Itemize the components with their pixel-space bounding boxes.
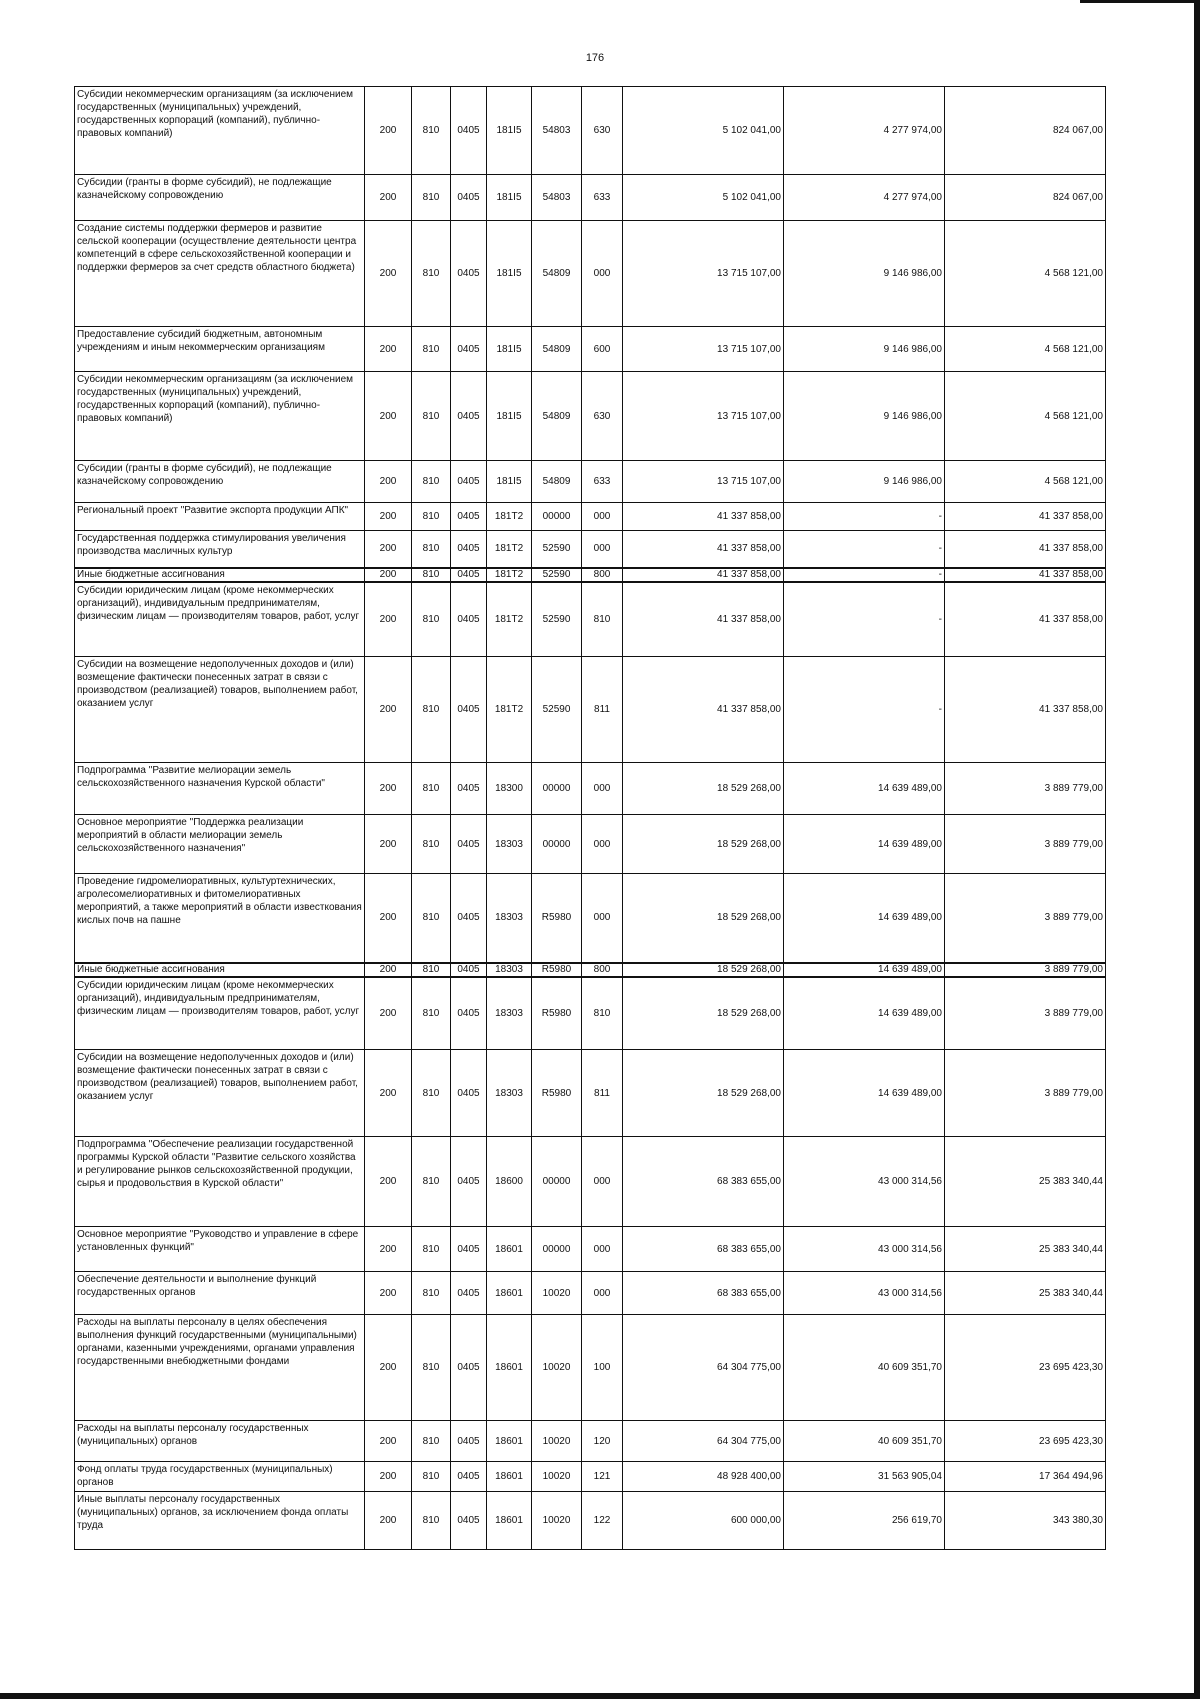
row-name: Обеспечение деятельности и выполнение функций государственных органов [75, 1272, 365, 1315]
table-row [75, 763, 1106, 815]
cell-expense-type: 000 [582, 221, 623, 327]
cell-direction: 52590 [532, 568, 582, 582]
cell-ministry: 810 [412, 175, 451, 221]
cell-amount-planned: 5 102 041,00 [623, 175, 784, 221]
cell-amount-planned: 68 383 655,00 [623, 1272, 784, 1315]
row-name: Предоставление субсидий бюджетным, автономным учреждениям и иным некоммерческим организациям [75, 327, 365, 372]
cell-amount-executed: 43 000 314,56 [784, 1227, 945, 1272]
cell-program: 181I5 [487, 461, 532, 503]
scan-edge-right [1194, 0, 1200, 1699]
table-row [75, 327, 1106, 372]
cell-amount-remaining: 41 337 858,00 [945, 582, 1106, 657]
row-name: Иные бюджетные ассигнования [75, 568, 365, 582]
row-name: Субсидии (гранты в форме субсидий), не подлежащие казначейскому сопровождению [75, 175, 365, 221]
cell-expense-type: 100 [582, 1315, 623, 1421]
cell-amount-executed: - [784, 568, 945, 582]
cell-code: 200 [365, 874, 412, 963]
cell-amount-remaining: 4 568 121,00 [945, 461, 1106, 503]
row-name: Иные бюджетные ассигнования [75, 963, 365, 977]
cell-amount-planned: 18 529 268,00 [623, 874, 784, 963]
cell-amount-remaining: 23 695 423,30 [945, 1315, 1106, 1421]
row-name: Основное мероприятие "Поддержка реализации мероприятий в области мелиорации земель сельскохозяйственного назначения" [75, 815, 365, 874]
cell-program: 181I5 [487, 221, 532, 327]
cell-section: 0405 [451, 1227, 487, 1272]
table-row [75, 175, 1106, 221]
cell-direction: 00000 [532, 763, 582, 815]
cell-amount-executed: 4 277 974,00 [784, 87, 945, 175]
cell-program: 18601 [487, 1315, 532, 1421]
cell-section: 0405 [451, 372, 487, 461]
cell-amount-planned: 18 529 268,00 [623, 815, 784, 874]
cell-code: 200 [365, 1315, 412, 1421]
cell-section: 0405 [451, 175, 487, 221]
table-row [75, 874, 1106, 963]
cell-section: 0405 [451, 1050, 487, 1137]
cell-direction: 00000 [532, 815, 582, 874]
cell-amount-planned: 41 337 858,00 [623, 657, 784, 763]
cell-code: 200 [365, 327, 412, 372]
cell-section: 0405 [451, 1492, 487, 1550]
cell-code: 200 [365, 1421, 412, 1462]
cell-amount-executed: 14 639 489,00 [784, 977, 945, 1050]
cell-amount-executed: 31 563 905,04 [784, 1462, 945, 1492]
cell-expense-type: 800 [582, 568, 623, 582]
cell-direction: 54803 [532, 175, 582, 221]
cell-amount-remaining: 4 568 121,00 [945, 372, 1106, 461]
cell-ministry: 810 [412, 1137, 451, 1227]
cell-expense-type: 811 [582, 657, 623, 763]
cell-section: 0405 [451, 963, 487, 977]
cell-amount-executed: 14 639 489,00 [784, 763, 945, 815]
cell-amount-planned: 600 000,00 [623, 1492, 784, 1550]
budget-table-body [75, 87, 1106, 1550]
cell-direction: 10020 [532, 1492, 582, 1550]
table-row [75, 221, 1106, 327]
cell-program: 181I5 [487, 87, 532, 175]
cell-code: 200 [365, 815, 412, 874]
table-row [75, 1050, 1106, 1137]
table-row [75, 461, 1106, 503]
cell-direction: 54809 [532, 327, 582, 372]
cell-section: 0405 [451, 1315, 487, 1421]
cell-section: 0405 [451, 763, 487, 815]
cell-ministry: 810 [412, 763, 451, 815]
row-name: Субсидии (гранты в форме субсидий), не подлежащие казначейскому сопровождению [75, 461, 365, 503]
cell-program: 18300 [487, 763, 532, 815]
cell-ministry: 810 [412, 531, 451, 568]
cell-amount-remaining: 3 889 779,00 [945, 963, 1106, 977]
cell-amount-remaining: 17 364 494,96 [945, 1462, 1106, 1492]
cell-section: 0405 [451, 1462, 487, 1492]
cell-direction: 52590 [532, 582, 582, 657]
cell-program: 18303 [487, 874, 532, 963]
cell-code: 200 [365, 87, 412, 175]
table-row [75, 531, 1106, 568]
cell-amount-executed: 40 609 351,70 [784, 1315, 945, 1421]
cell-expense-type: 000 [582, 763, 623, 815]
cell-amount-executed: 256 619,70 [784, 1492, 945, 1550]
cell-ministry: 810 [412, 582, 451, 657]
cell-expense-type: 630 [582, 87, 623, 175]
table-row [75, 87, 1106, 175]
row-name: Основное мероприятие "Руководство и управление в сфере установленных функций" [75, 1227, 365, 1272]
cell-expense-type: 630 [582, 372, 623, 461]
cell-amount-planned: 13 715 107,00 [623, 221, 784, 327]
cell-ministry: 810 [412, 1227, 451, 1272]
cell-direction: 10020 [532, 1272, 582, 1315]
cell-ministry: 810 [412, 657, 451, 763]
cell-direction: 54809 [532, 461, 582, 503]
cell-amount-remaining: 41 337 858,00 [945, 657, 1106, 763]
cell-expense-type: 000 [582, 1227, 623, 1272]
cell-expense-type: 811 [582, 1050, 623, 1137]
cell-program: 181I5 [487, 372, 532, 461]
cell-amount-executed: 9 146 986,00 [784, 221, 945, 327]
cell-direction: R5980 [532, 874, 582, 963]
cell-amount-executed: 4 277 974,00 [784, 175, 945, 221]
row-name: Субсидии некоммерческим организациям (за исключением государственных (муниципальных) учреждений, государственных корпораций (компаний), публично-правовых компаний) [75, 372, 365, 461]
cell-ministry: 810 [412, 327, 451, 372]
table-row [75, 977, 1106, 1050]
cell-code: 200 [365, 977, 412, 1050]
cell-program: 18600 [487, 1137, 532, 1227]
cell-amount-planned: 18 529 268,00 [623, 763, 784, 815]
budget-table [74, 86, 1106, 1550]
cell-code: 200 [365, 531, 412, 568]
cell-code: 200 [365, 503, 412, 531]
cell-section: 0405 [451, 503, 487, 531]
cell-ministry: 810 [412, 1272, 451, 1315]
cell-code: 200 [365, 568, 412, 582]
cell-amount-remaining: 343 380,30 [945, 1492, 1106, 1550]
cell-section: 0405 [451, 657, 487, 763]
cell-program: 18601 [487, 1421, 532, 1462]
table-row [75, 657, 1106, 763]
cell-amount-planned: 68 383 655,00 [623, 1137, 784, 1227]
cell-amount-remaining: 25 383 340,44 [945, 1137, 1106, 1227]
cell-program: 181I5 [487, 175, 532, 221]
cell-direction: 10020 [532, 1462, 582, 1492]
row-name: Расходы на выплаты персоналу в целях обеспечения выполнения функций государственными (муниципальными) органами, казенными учреждениями, органами управления государственными внебюджетными фондами [75, 1315, 365, 1421]
cell-amount-remaining: 25 383 340,44 [945, 1227, 1106, 1272]
cell-amount-executed: - [784, 503, 945, 531]
table-row [75, 1227, 1106, 1272]
cell-ministry: 810 [412, 372, 451, 461]
row-name: Расходы на выплаты персоналу государственных (муниципальных) органов [75, 1421, 365, 1462]
cell-program: 18601 [487, 1462, 532, 1492]
cell-amount-remaining: 3 889 779,00 [945, 815, 1106, 874]
row-name: Создание системы поддержки фермеров и развитие сельской кооперации (осуществление деятельности центра компетенций в сфере сельскохозяйственной кооперации и поддержки фермеров за счет средств областного бюджета) [75, 221, 365, 327]
cell-amount-remaining: 4 568 121,00 [945, 327, 1106, 372]
cell-amount-remaining: 41 337 858,00 [945, 531, 1106, 568]
cell-expense-type: 000 [582, 531, 623, 568]
cell-direction: 10020 [532, 1315, 582, 1421]
cell-code: 200 [365, 963, 412, 977]
cell-section: 0405 [451, 531, 487, 568]
cell-code: 200 [365, 1050, 412, 1137]
cell-ministry: 810 [412, 87, 451, 175]
page-number: 176 [585, 52, 605, 64]
cell-direction: R5980 [532, 963, 582, 977]
cell-amount-executed: 9 146 986,00 [784, 372, 945, 461]
cell-code: 200 [365, 1227, 412, 1272]
cell-amount-planned: 41 337 858,00 [623, 568, 784, 582]
cell-amount-executed: 43 000 314,56 [784, 1137, 945, 1227]
cell-direction: 52590 [532, 657, 582, 763]
cell-program: 181T2 [487, 657, 532, 763]
cell-direction: 00000 [532, 503, 582, 531]
cell-section: 0405 [451, 327, 487, 372]
table-row [75, 815, 1106, 874]
cell-expense-type: 000 [582, 1137, 623, 1227]
cell-direction: 54809 [532, 372, 582, 461]
cell-code: 200 [365, 582, 412, 657]
cell-expense-type: 000 [582, 874, 623, 963]
cell-amount-planned: 41 337 858,00 [623, 503, 784, 531]
cell-ministry: 810 [412, 503, 451, 531]
cell-amount-executed: 9 146 986,00 [784, 461, 945, 503]
cell-program: 181T2 [487, 582, 532, 657]
cell-amount-remaining: 3 889 779,00 [945, 763, 1106, 815]
cell-expense-type: 121 [582, 1462, 623, 1492]
cell-amount-executed: 14 639 489,00 [784, 1050, 945, 1137]
cell-section: 0405 [451, 1421, 487, 1462]
cell-code: 200 [365, 1462, 412, 1492]
cell-direction: 54803 [532, 87, 582, 175]
cell-amount-remaining: 23 695 423,30 [945, 1421, 1106, 1462]
cell-direction: 00000 [532, 1137, 582, 1227]
row-name: Подпрограмма "Развитие мелиорации земель сельскохозяйственного назначения Курской области" [75, 763, 365, 815]
cell-amount-remaining: 41 337 858,00 [945, 503, 1106, 531]
cell-section: 0405 [451, 815, 487, 874]
cell-code: 200 [365, 175, 412, 221]
cell-code: 200 [365, 372, 412, 461]
cell-section: 0405 [451, 87, 487, 175]
cell-ministry: 810 [412, 1421, 451, 1462]
cell-expense-type: 122 [582, 1492, 623, 1550]
cell-expense-type: 120 [582, 1421, 623, 1462]
table-row [75, 372, 1106, 461]
cell-section: 0405 [451, 582, 487, 657]
cell-amount-executed: 40 609 351,70 [784, 1421, 945, 1462]
cell-amount-remaining: 3 889 779,00 [945, 1050, 1106, 1137]
cell-amount-remaining: 4 568 121,00 [945, 221, 1106, 327]
cell-amount-planned: 48 928 400,00 [623, 1462, 784, 1492]
cell-amount-planned: 18 529 268,00 [623, 977, 784, 1050]
cell-section: 0405 [451, 1272, 487, 1315]
cell-amount-executed: 9 146 986,00 [784, 327, 945, 372]
row-name: Субсидии юридическим лицам (кроме некоммерческих организаций), индивидуальным предпринимателям, физическим лицам — производителям товаров, работ, услуг [75, 582, 365, 657]
cell-code: 200 [365, 763, 412, 815]
cell-program: 18601 [487, 1227, 532, 1272]
row-name: Субсидии некоммерческим организациям (за исключением государственных (муниципальных) учреждений, государственных корпораций (компаний), публично-правовых компаний) [75, 87, 365, 175]
cell-program: 18303 [487, 977, 532, 1050]
cell-amount-remaining: 25 383 340,44 [945, 1272, 1106, 1315]
cell-expense-type: 633 [582, 461, 623, 503]
row-name: Проведение гидромелиоративных, культуртехнических, агролесомелиоративных и фитомелиоративных мероприятий, а также мероприятий в области известкования кислых почв на пашне [75, 874, 365, 963]
cell-section: 0405 [451, 977, 487, 1050]
scan-edge-top [1080, 0, 1200, 3]
cell-amount-remaining: 41 337 858,00 [945, 568, 1106, 582]
cell-ministry: 810 [412, 461, 451, 503]
cell-amount-executed: 14 639 489,00 [784, 815, 945, 874]
cell-ministry: 810 [412, 1492, 451, 1550]
row-name: Субсидии юридическим лицам (кроме некоммерческих организаций), индивидуальным предпринимателям, физическим лицам — производителям товаров, работ, услуг [75, 977, 365, 1050]
cell-amount-executed: - [784, 657, 945, 763]
cell-amount-planned: 13 715 107,00 [623, 461, 784, 503]
cell-program: 181I5 [487, 327, 532, 372]
cell-code: 200 [365, 461, 412, 503]
row-name: Субсидии на возмещение недополученных доходов и (или) возмещение фактически понесенных затрат в связи с производством (реализацией) товаров, выполнением работ, оказанием услуг [75, 657, 365, 763]
cell-amount-planned: 41 337 858,00 [623, 531, 784, 568]
cell-code: 200 [365, 1272, 412, 1315]
cell-amount-planned: 13 715 107,00 [623, 327, 784, 372]
cell-amount-remaining: 3 889 779,00 [945, 874, 1106, 963]
cell-amount-executed: - [784, 582, 945, 657]
cell-ministry: 810 [412, 977, 451, 1050]
row-name: Региональный проект "Развитие экспорта продукции АПК" [75, 503, 365, 531]
cell-ministry: 810 [412, 963, 451, 977]
cell-expense-type: 800 [582, 963, 623, 977]
cell-direction: 00000 [532, 1227, 582, 1272]
row-name: Государственная поддержка стимулирования увеличения производства масличных культур [75, 531, 365, 568]
cell-code: 200 [365, 1137, 412, 1227]
cell-section: 0405 [451, 461, 487, 503]
cell-program: 18601 [487, 1492, 532, 1550]
table-row [75, 582, 1106, 657]
cell-amount-remaining: 824 067,00 [945, 87, 1106, 175]
cell-ministry: 810 [412, 1050, 451, 1137]
table-row [75, 1137, 1106, 1227]
table-row [75, 1315, 1106, 1421]
cell-ministry: 810 [412, 1462, 451, 1492]
cell-section: 0405 [451, 568, 487, 582]
cell-amount-planned: 64 304 775,00 [623, 1421, 784, 1462]
cell-ministry: 810 [412, 815, 451, 874]
cell-program: 181T2 [487, 568, 532, 582]
cell-amount-executed: - [784, 531, 945, 568]
table-row [75, 1421, 1106, 1462]
cell-amount-planned: 18 529 268,00 [623, 1050, 784, 1137]
cell-direction: 10020 [532, 1421, 582, 1462]
cell-amount-executed: 14 639 489,00 [784, 874, 945, 963]
cell-expense-type: 000 [582, 1272, 623, 1315]
table-row [75, 503, 1106, 531]
row-name: Подпрограмма "Обеспечение реализации государственной программы Курской области "Развитие сельского хозяйства и регулирование рынков сельскохозяйственной продукции, сырья и продовольствия в Курской области" [75, 1137, 365, 1227]
scan-edge-bottom [0, 1693, 1200, 1699]
cell-expense-type: 633 [582, 175, 623, 221]
row-name: Субсидии на возмещение недополученных доходов и (или) возмещение фактически понесенных затрат в связи с производством (реализацией) товаров, выполнением работ, оказанием услуг [75, 1050, 365, 1137]
cell-program: 181T2 [487, 503, 532, 531]
cell-program: 18303 [487, 815, 532, 874]
cell-section: 0405 [451, 1137, 487, 1227]
cell-amount-remaining: 824 067,00 [945, 175, 1106, 221]
cell-program: 18303 [487, 963, 532, 977]
table-row [75, 963, 1106, 977]
cell-section: 0405 [451, 221, 487, 327]
cell-amount-planned: 13 715 107,00 [623, 372, 784, 461]
cell-expense-type: 810 [582, 977, 623, 1050]
table-row [75, 1272, 1106, 1315]
cell-direction: 52590 [532, 531, 582, 568]
cell-amount-planned: 18 529 268,00 [623, 963, 784, 977]
table-row [75, 1462, 1106, 1492]
cell-direction: R5980 [532, 1050, 582, 1137]
table-row [75, 1492, 1106, 1550]
cell-section: 0405 [451, 874, 487, 963]
cell-ministry: 810 [412, 1315, 451, 1421]
cell-amount-planned: 68 383 655,00 [623, 1227, 784, 1272]
cell-amount-planned: 5 102 041,00 [623, 87, 784, 175]
cell-amount-planned: 41 337 858,00 [623, 582, 784, 657]
row-name: Фонд оплаты труда государственных (муниципальных) органов [75, 1462, 365, 1492]
table-row [75, 568, 1106, 582]
cell-amount-executed: 43 000 314,56 [784, 1272, 945, 1315]
cell-amount-planned: 64 304 775,00 [623, 1315, 784, 1421]
cell-code: 200 [365, 1492, 412, 1550]
cell-amount-remaining: 3 889 779,00 [945, 977, 1106, 1050]
cell-program: 18601 [487, 1272, 532, 1315]
cell-ministry: 810 [412, 874, 451, 963]
cell-direction: R5980 [532, 977, 582, 1050]
cell-expense-type: 810 [582, 582, 623, 657]
cell-program: 18303 [487, 1050, 532, 1137]
cell-ministry: 810 [412, 568, 451, 582]
cell-expense-type: 000 [582, 815, 623, 874]
cell-amount-executed: 14 639 489,00 [784, 963, 945, 977]
row-name: Иные выплаты персоналу государственных (муниципальных) органов, за исключением фонда оплаты труда [75, 1492, 365, 1550]
cell-expense-type: 000 [582, 503, 623, 531]
cell-program: 181T2 [487, 531, 532, 568]
cell-expense-type: 600 [582, 327, 623, 372]
cell-code: 200 [365, 221, 412, 327]
cell-direction: 54809 [532, 221, 582, 327]
cell-code: 200 [365, 657, 412, 763]
cell-ministry: 810 [412, 221, 451, 327]
